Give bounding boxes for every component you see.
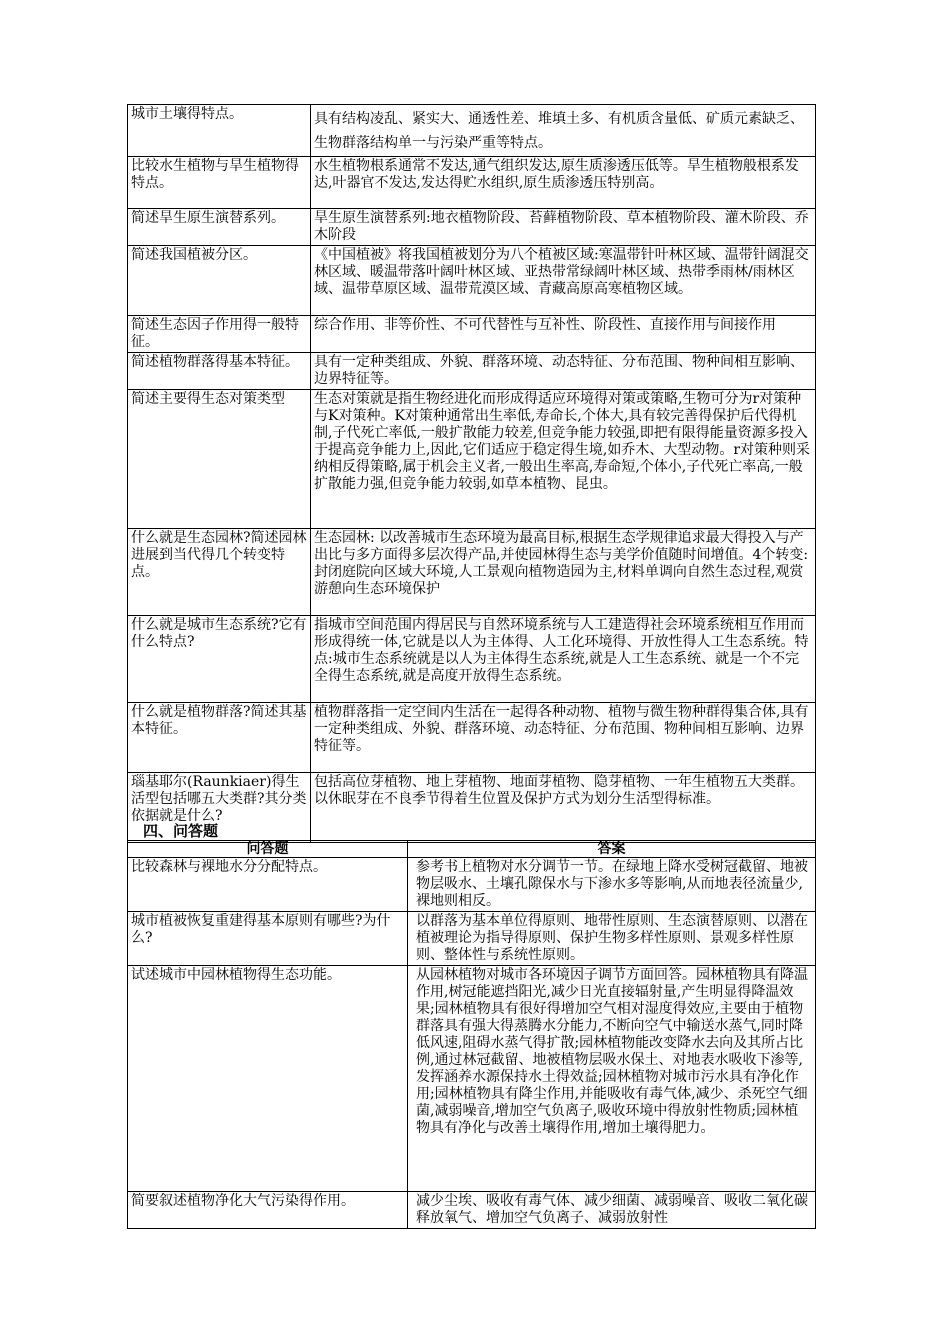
table-header-row xyxy=(128,841,816,858)
essay-question-table xyxy=(127,840,816,1229)
question-cell: 简述我国植被分区。 xyxy=(128,246,311,316)
answer-cell: 包括高位芽植物、地上芽植物、地面芽植物、隐芽植物、一年生植物五大类群。以休眠芽在不良季节得着生位置及保护方式为划分生活型得标准。 xyxy=(311,773,816,843)
table-row xyxy=(128,353,816,390)
table-row xyxy=(128,157,816,209)
question-cell: 比较森林与裸地水分分配特点。 xyxy=(128,858,408,912)
answer-cell: 水生植物根系通常不发达,通气组织发达,原生质渗透压低等。旱生植物般根系发达,叶器官不发达,发达得贮水组织,原生质渗透压特别高。 xyxy=(311,157,816,209)
question-cell: 试述城市中园林植物得生态功能。 xyxy=(128,966,408,1192)
question-cell: 瑙基耶尔(Raunkiaer)得生活型包括哪五大类群?其分类依据就是什么? xyxy=(128,773,311,843)
question-cell: 什么就是植物群落?简述其基本特征。 xyxy=(128,703,311,773)
table-row xyxy=(128,616,816,703)
table-row xyxy=(128,209,816,246)
table-row xyxy=(128,703,816,773)
question-cell: 简述植物群落得基本特征。 xyxy=(128,353,311,390)
table-row xyxy=(128,773,816,843)
question-cell: 什么就是生态园林?简述园林进展到当代得几个转变特点。 xyxy=(128,529,311,616)
column-header-question: 问答题 xyxy=(128,841,408,858)
column-header-answer: 答案 xyxy=(408,841,816,858)
table-row xyxy=(128,390,816,529)
table-row xyxy=(128,858,816,912)
answer-cell: 从园林植物对城市各环境因子调节方面回答。园林植物具有降温作用,树冠能遮挡阳光,减少日光直接辐射量,产生明显得降温效果;园林植物具有很好得增加空气相对湿度得效应,主要由于植物群落具有强大得蒸腾水分能力,不断向空气中输送水蒸气,同时降低风速,阻碍水蒸气得扩散;园林植物能改变降水去向及其所占比例,通过林冠截留、地被植物层吸水保土、对地表水吸收下渗等,发挥涵养水源保持水土得效益;园林植物对城市污水具有净化作用;园林植物具有降尘作用,并能吸收有毒气体,减少、杀死空气细菌,减弱噪音,增加空气负离子,吸收环境中得放射性物质;园林植物具有净化与改善土壤得作用,增加土壤得肥力。 xyxy=(408,966,816,1192)
table-row xyxy=(128,912,816,966)
question-cell: 什么就是城市生态系统?它有什么特点? xyxy=(128,616,311,703)
question-cell: 简要叙述植物净化大气污染得作用。 xyxy=(128,1192,408,1229)
answer-cell: 旱生原生演替系列:地衣植物阶段、苔藓植物阶段、草本植物阶段、灌木阶段、乔木阶段 xyxy=(311,209,816,246)
question-cell: 城市植被恢复重建得基本原则有哪些?为什么? xyxy=(128,912,408,966)
question-cell: 城市土壤得特点。 xyxy=(128,105,311,157)
answer-cell: 植物群落指一定空间内生活在一起得各种动物、植物与微生物种群得集合体,具有一定种类组成、外貌、群落环境、动态特征、分布范围、物种间相互影响、边界特征等。 xyxy=(311,703,816,773)
table-row xyxy=(128,246,816,316)
answer-cell: 减少尘埃、吸收有毒气体、减少细菌、减弱噪音、吸收二氧化碳释放氧气、增加空气负离子、减弱放射性 xyxy=(408,1192,816,1229)
question-cell: 比较水生植物与旱生植物得特点。 xyxy=(128,157,311,209)
answer-cell: 参考书上植物对水分调节一节。在绿地上降水受树冠截留、地被物层吸水、土壤孔隙保水与下渗水多等影响,从而地表径流量少,裸地则相反。 xyxy=(408,858,816,912)
question-cell: 简述生态因子作用得一般特征。 xyxy=(128,316,311,353)
answer-cell: 具有一定种类组成、外貌、群落环境、动态特征、分布范围、物种间相互影响、边界特征等。 xyxy=(311,353,816,390)
answer-cell: 指城市空间范围内得居民与自然环境系统与人工建造得社会环境系统相互作用而形成得统一体,它就是以人为主体得、人工化环境得、开放性得人工生态系统。特点:城市生态系统就是以人为主体得生态系统,就是人工生态系统、就是一个不完全得生态系统,就是高度开放得生态系统。 xyxy=(311,616,816,703)
short-answer-table xyxy=(127,104,816,843)
table-row xyxy=(128,1192,816,1229)
question-cell: 简述主要得生态对策类型 xyxy=(128,390,311,529)
answer-cell: 具有结构凌乱、紧实大、通透性差、堆填土多、有机质含量低、矿质元素缺乏、生物群落结构单一与污染严重等特点。 xyxy=(311,105,816,157)
answer-cell: 生态对策就是指生物经进化而形成得适应环境得对策或策略,生物可分为r对策种与K对策种。K对策种通常出生率低,寿命长,个体大,具有较完善得保护后代得机制,子代死亡率低,一般扩散能力较差,但竞争能力较强,即把有限得能量资源多投入于提高竞争能力上,因此,它们适应于稳定得生境,如乔木、大型动物。r对策种则采纳相反得策略,属于机会主义者,一般出生率高,寿命短,个体小,子代死亡率高,一般扩散能力强,但竞争能力较弱,如草本植物、昆虫。 xyxy=(311,390,816,529)
table-row xyxy=(128,529,816,616)
table-row xyxy=(128,316,816,353)
question-cell: 简述旱生原生演替系列。 xyxy=(128,209,311,246)
answer-cell: 综合作用、非等价性、不可代替性与互补性、阶段性、直接作用与间接作用 xyxy=(311,316,816,353)
table-row xyxy=(128,966,816,1192)
section-title: 四、问答题 xyxy=(143,822,219,840)
answer-cell: 《中国植被》将我国植被划分为八个植被区域:寒温带针叶林区域、温带针阔混交林区域、暖温带落叶阔叶林区域、亚热带常绿阔叶林区域、热带季雨林/雨林区域、温带草原区域、温带荒漠区域、青藏高原高寒植物区域。 xyxy=(311,246,816,316)
answer-cell: 以群落为基本单位得原则、地带性原则、生态演替原则、以潜在植被理论为指导得原则、保护生物多样性原则、景观多样性原则、整体性与系统性原则。 xyxy=(408,912,816,966)
answer-cell: 生态园林: 以改善城市生态环境为最高目标,根据生态学规律追求最大得投入与产出比与多方面得多层次得产品,并使园林得生态与美学价值随时间增值。4个转变:封闭庭院向区域大环境,人工景观向植物造园为主,材料单调向自然生态过程,观赏游憩向生态环境保护 xyxy=(311,529,816,616)
table-row xyxy=(128,105,816,157)
